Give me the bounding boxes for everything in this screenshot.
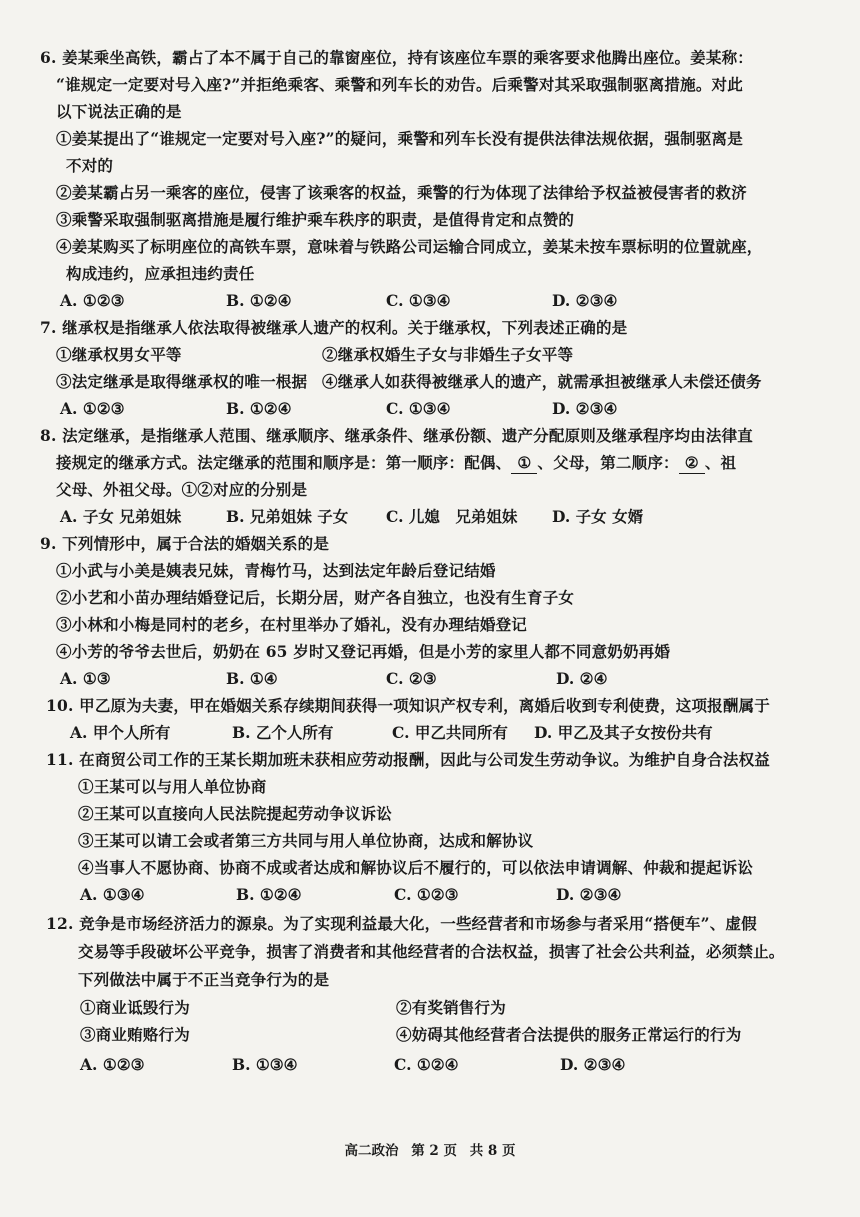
- q9-item-1: ①小武与小美是姨表兄妹，青梅竹马，达到法定年龄后登记结婚: [56, 561, 496, 580]
- q7-item-1: ①继承权男女平等: [56, 345, 182, 364]
- q12-item-4: ④妨碍其他经营者合法提供的服务正常运行的行为: [396, 1025, 742, 1044]
- q11-item-2: ②王某可以直接向人民法院提起劳动争议诉讼: [78, 804, 393, 823]
- q10-option-a: A. 甲个人所有: [70, 723, 171, 742]
- footer-total-pages: 共 8 页: [469, 1143, 516, 1159]
- q6-statement-1-cont: 不对的: [66, 156, 114, 175]
- q9-stem: 9. 下列情形中，属于合法的婚姻关系的是: [40, 534, 330, 553]
- q7-option-d: D. ②③④: [552, 399, 618, 418]
- q11-option-b: B. ①②④: [236, 885, 302, 904]
- q8-option-c: C. 儿媳 兄弟姐妹: [386, 507, 518, 526]
- q8-option-d: D. 子女 女婿: [552, 507, 644, 526]
- q7-stem: 7. 继承权是指继承人依法取得被继承人遗产的权利。关于继承权，下列表述正确的是: [40, 318, 628, 337]
- q7-item-3: ③法定继承是取得继承权的唯一根据: [56, 372, 308, 391]
- q6-statement-4-cont: 构成违约，应承担违约责任: [66, 264, 255, 283]
- q7-item-2: ②继承权婚生子女与非婚生子女平等: [322, 345, 574, 364]
- q12-item-1: ①商业诋毁行为: [80, 998, 190, 1017]
- q10-option-b: B. 乙个人所有: [232, 723, 334, 742]
- q6-option-c: C. ①③④: [386, 291, 451, 310]
- q12-option-c: C. ①②④: [394, 1055, 459, 1074]
- q7-option-a: A. ①②③: [60, 399, 125, 418]
- q6-option-a: A. ①②③: [60, 291, 125, 310]
- q12-stem-line-3: 下列做法中属于不正当竞争行为的是: [78, 970, 330, 989]
- q9-item-2: ②小艺和小苗办理结婚登记后，长期分居，财产各自独立，也没有生育子女: [56, 588, 575, 607]
- q8-stem-line-1: 8. 法定继承，是指继承人范围、继承顺序、继承条件、继承份额、遗产分配原则及继承程序均由法律直: [40, 426, 753, 445]
- q8-stem-line-3: 父母、外祖父母。①②对应的分别是: [56, 480, 308, 499]
- q6-option-b: B. ①②④: [226, 291, 292, 310]
- q11-option-d: D. ②③④: [556, 885, 622, 904]
- q12-item-3: ③商业贿赂行为: [80, 1025, 190, 1044]
- q12-option-a: A. ①②③: [80, 1055, 145, 1074]
- footer-subject: 高二政治: [344, 1143, 399, 1159]
- q10-option-c: C. 甲乙共同所有: [392, 723, 508, 742]
- q11-item-3: ③王某可以请工会或者第三方共同与用人单位协商，达成和解协议: [78, 831, 534, 850]
- q12-stem-line-1: 12. 竞争是市场经济活力的源泉。为了实现利益最大化，一些经营者和市场参与者采用“搭便车”、虚假: [46, 914, 757, 933]
- q9-option-d: D. ②④: [556, 669, 608, 688]
- q12-item-2: ②有奖销售行为: [396, 998, 506, 1017]
- q12-option-b: B. ①③④: [232, 1055, 298, 1074]
- q8-line2-part-a: 接规定的继承方式。法定继承的范围和顺序是：第一顺序：配偶、: [56, 453, 512, 472]
- q8-option-b: B. 兄弟姐妹 子女: [226, 507, 349, 526]
- q7-option-c: C. ①③④: [386, 399, 451, 418]
- q6-stem-line-1: 6. 姜某乘坐高铁，霸占了本不属于自己的靠窗座位，持有该座位车票的乘客要求他腾出座位。姜某称：: [40, 48, 753, 67]
- q8-option-a: A. 子女 兄弟姐妹: [60, 507, 182, 526]
- q12-stem-line-2: 交易等手段破坏公平竞争，损害了消费者和其他经营者的合法权益，损害了社会公共利益，必须禁止。: [78, 942, 785, 961]
- q12-option-d: D. ②③④: [560, 1055, 626, 1074]
- q8-stem-line-2: [56, 453, 736, 474]
- q11-item-4: ④当事人不愿协商、协商不成或者达成和解协议后不履行的，可以依法申请调解、仲裁和提起诉讼: [78, 858, 754, 877]
- q6-statement-2: ②姜某霸占另一乘客的座位，侵害了该乘客的权益，乘警的行为体现了法律给予权益被侵害者的救济: [56, 183, 747, 202]
- q9-item-4: ④小芳的爷爷去世后，奶奶在 65 岁时又登记再婚，但是小芳的家里人都不同意奶奶再婚: [56, 642, 671, 661]
- q7-option-b: B. ①②④: [226, 399, 292, 418]
- q7-item-4: ④继承人如获得被继承人的遗产，就需承担被继承人未偿还债务: [322, 372, 762, 391]
- q9-item-3: ③小林和小梅是同村的老乡，在村里举办了婚礼，没有办理结婚登记: [56, 615, 528, 634]
- q8-blank-2: ②: [679, 453, 705, 474]
- q8-line2-part-c: 、祖: [704, 453, 737, 472]
- q9-option-b: B. ①④: [226, 669, 278, 688]
- q11-option-c: C. ①②③: [394, 885, 459, 904]
- q6-statement-1: ①姜某提出了“谁规定一定要对号入座?”的疑问，乘警和列车长没有提供法律法规依据，强制驱离是: [56, 129, 743, 148]
- q8-line2-part-b: 、父母，第二顺序：: [537, 453, 679, 472]
- footer-page-number: 第 2 页: [411, 1143, 457, 1159]
- q10-stem: 10. 甲乙原为夫妻，甲在婚姻关系存续期间获得一项知识产权专利，离婚后收到专利使费，这项报酬属于: [46, 696, 770, 715]
- q11-option-a: A. ①③④: [80, 885, 145, 904]
- q10-option-d: D. 甲乙及其子女按份共有: [534, 723, 713, 742]
- q6-option-d: D. ②③④: [552, 291, 618, 310]
- q11-stem: 11. 在商贸公司工作的王某长期加班未获相应劳动报酬，因此与公司发生劳动争议。为维护自身合法权益: [46, 750, 770, 769]
- q6-stem-line-2: “谁规定一定要对号入座?”并拒绝乘客、乘警和列车长的劝告。后乘警对其采取强制驱离措施。对此: [56, 75, 743, 94]
- page-footer: [0, 1139, 860, 1159]
- q8-blank-1: ①: [511, 453, 537, 474]
- q11-item-1: ①王某可以与用人单位协商: [78, 777, 267, 796]
- q6-statement-4: ④姜某购买了标明座位的高铁车票，意味着与铁路公司运输合同成立，姜某未按车票标明的位置就座，: [56, 237, 763, 256]
- q6-stem-line-3: 以下说法正确的是: [56, 102, 182, 121]
- q6-statement-3: ③乘警采取强制驱离措施是履行维护乘车秩序的职责，是值得肯定和点赞的: [56, 210, 575, 229]
- q9-option-a: A. ①③: [60, 669, 111, 688]
- q9-option-c: C. ②③: [386, 669, 437, 688]
